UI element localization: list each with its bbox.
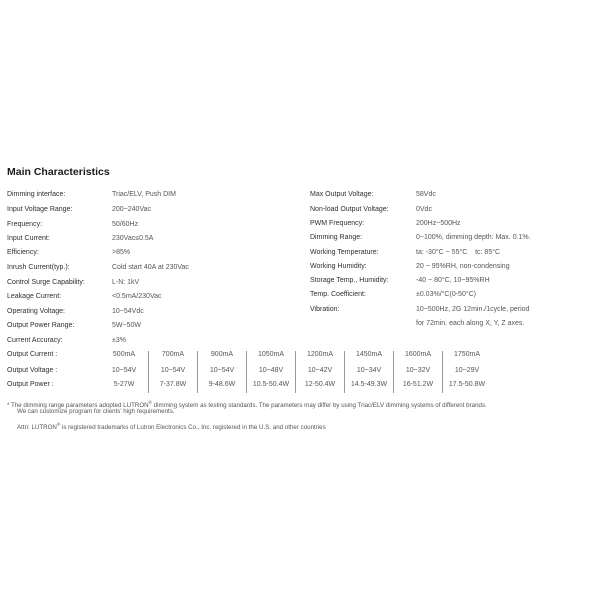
spec-label: Output Power Range:: [7, 322, 75, 329]
attn-text-pre: Attn: LUTRON: [17, 424, 57, 432]
row-label-output-current: Output Current :: [7, 351, 58, 358]
spec-value: 10~54Vdc: [112, 308, 144, 315]
table-cell-current: 1450mA: [355, 351, 383, 358]
spec-label: Frequency:: [7, 221, 43, 228]
table-cell-current: 700mA: [161, 351, 185, 358]
table-cell-current: 1750mA: [453, 351, 481, 358]
table-cell-voltage: 10~34V: [356, 367, 382, 374]
table-cell-power: 12-50.4W: [304, 381, 336, 388]
spec-value: ±3%: [112, 337, 126, 344]
table-cell-power: 16-51.2W: [402, 381, 434, 388]
table-cell-power: 10.5-50.4W: [252, 381, 290, 388]
table-cell-voltage: 10~54V: [111, 367, 137, 374]
spec-value: 200~240Vac: [112, 206, 151, 213]
spec-value: 200Hz~500Hz: [416, 220, 461, 227]
spec-value: ±0.03%/°C(0-50°C): [416, 291, 477, 298]
spec-value: for 72min. each along X, Y, Z axes.: [416, 320, 525, 327]
spec-label: Dimming interface:: [7, 191, 66, 198]
table-cell-current: 1200mA: [306, 351, 334, 358]
table-cell-voltage: 10~42V: [307, 367, 333, 374]
spec-value: 58Vdc: [416, 191, 436, 198]
spec-value: Cold start 40A at 230Vac: [112, 264, 189, 271]
row-label-output-power: Output Power :: [7, 381, 54, 388]
table-cell-voltage: 10~32V: [405, 367, 431, 374]
section-title: Main Characteristics: [7, 166, 110, 178]
spec-value: <0.5mA/230Vac: [112, 293, 162, 300]
row-label-output-voltage: Output Voltage :: [7, 367, 58, 374]
spec-label: Operating Voltage:: [7, 308, 65, 315]
spec-value: ta: -30°C ~ 55°C tc: 85°C: [416, 249, 501, 256]
spec-label: Storage Temp., Humidity:: [310, 277, 389, 284]
attn-text-post: is registered trademarks of Lutron Electronics Co., Inc. registered in the U.S. and other countries: [60, 424, 326, 432]
spec-value: 50/60Hz: [112, 221, 139, 228]
table-cell-current: 1600mA: [404, 351, 432, 358]
spec-label: PWM Frequency:: [310, 220, 365, 227]
table-cell-voltage: 10~54V: [209, 367, 235, 374]
footnote-star: *: [7, 402, 10, 410]
spec-value: 10~500Hz, 2G 12min./1cycle, period: [416, 306, 530, 313]
spec-value: 230Vac≤0.5A: [112, 235, 154, 242]
spec-label: Working Humidity:: [310, 263, 367, 270]
spec-value: >85%: [112, 249, 131, 256]
table-cell-voltage: 10~48V: [258, 367, 284, 374]
spec-value: Triac/ELV, Push DIM: [112, 191, 176, 198]
spec-value: L-N: 1kV: [112, 279, 140, 286]
spec-label: Vibration:: [310, 306, 340, 313]
footnote-text-pre: The dimming range parameters adopted LUTRON: [11, 402, 149, 410]
spec-label: Input Voltage Range:: [7, 206, 73, 213]
spec-label: Current Accuracy:: [7, 337, 63, 344]
spec-label: Control Surge Capability:: [7, 279, 85, 286]
registered-mark: ®: [148, 400, 152, 405]
table-cell-voltage: 10~54V: [160, 367, 186, 374]
spec-label: Efficiency:: [7, 249, 39, 256]
spec-value: -40 ~ 80°C, 10~95%RH: [416, 277, 490, 284]
table-cell-power: 17.5-50.8W: [448, 381, 486, 388]
spec-label: Non-load Output Voltage:: [310, 206, 389, 213]
table-cell-power: 5-27W: [113, 381, 135, 388]
spec-value: 0Vdc: [416, 206, 432, 213]
spec-value: 20 ~ 95%RH, non-condensing: [416, 263, 510, 270]
spec-label: Input Current:: [7, 235, 50, 242]
footnote-text-post: dimming system as testing standards. The parameters may differ by using Triac/ELV dimming systems of different brands.: [151, 402, 487, 410]
table-cell-current: 1050mA: [257, 351, 285, 358]
spec-label: Temp. Coefficient:: [310, 291, 366, 298]
table-cell-current: 900mA: [210, 351, 234, 358]
spec-label: Inrush Current(typ.):: [7, 264, 70, 271]
table-cell-current: 500mA: [112, 351, 136, 358]
registered-mark: ®: [56, 422, 61, 427]
spec-value: 0~100%, dimming depth: Max. 0.1%.: [416, 234, 531, 241]
spec-value: 5W~50W: [112, 322, 141, 329]
footnote-trademark: [17, 421, 326, 432]
table-cell-power: 14.5-49.3W: [350, 381, 388, 388]
table-cell-power: 9-48.6W: [208, 381, 236, 388]
spec-label: Max Output Voltage:: [310, 191, 374, 198]
spec-label: Dimming Range:: [310, 234, 363, 241]
table-cell-power: 7-37.8W: [159, 381, 187, 388]
spec-label: Working Temperature:: [310, 249, 379, 256]
footnote-customize: We can customize program for clients' high requirements.: [17, 408, 175, 415]
table-cell-voltage: 10~29V: [454, 367, 480, 374]
spec-label: Leakage Current:: [7, 293, 62, 300]
